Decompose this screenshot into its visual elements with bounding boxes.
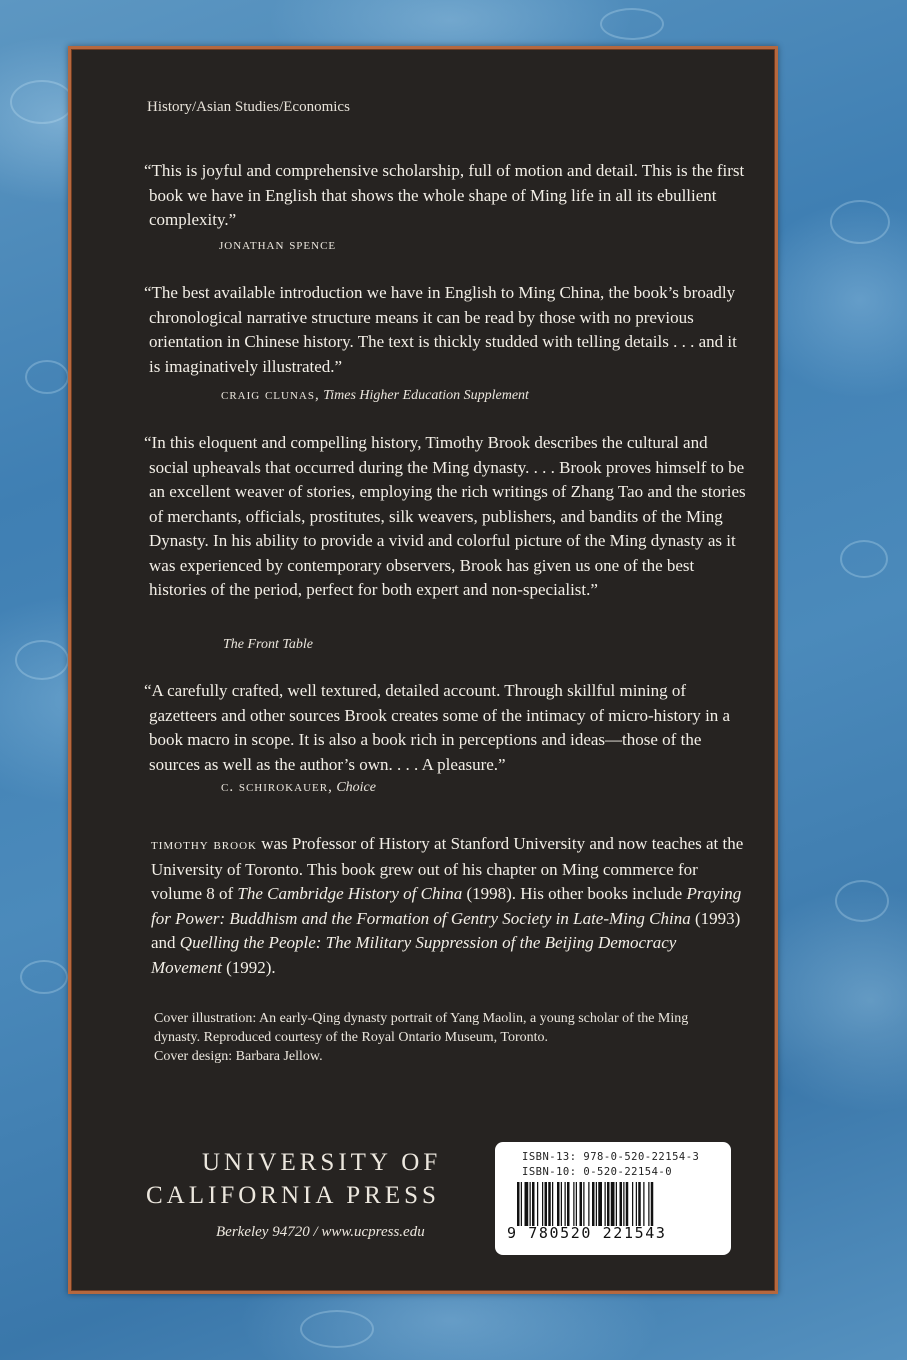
barcode-bar [565,1182,566,1226]
barcode-bar [616,1182,617,1226]
barcode-bar [537,1182,538,1226]
attribution-author: c. schirokauer, [221,779,333,795]
publisher-address: Berkeley 94720 / www.ucpress.edu [216,1224,425,1240]
bio-book-title: Quelling the People: The Military Suppression of the Beijing Democracy Movement [151,933,677,977]
cover-design-credit: Cover design: Barbara Jellow. [154,1049,323,1064]
barcode-bar [596,1182,597,1226]
blurb-quote-1: “This is joyful and comprehensive scholarship, full of motion and detail. This is the first book we have in English that shows the whole shape of Ming life in all its ebullient complexity.” [144,161,745,229]
barcode-bar [530,1182,531,1226]
publisher-name-line2: CALIFORNIA PRESS [146,1182,440,1209]
barcode-bar [521,1182,522,1226]
barcode-bar [623,1182,624,1226]
blurb-attribution-1 [219,237,336,254]
cover-credits [154,1009,734,1066]
publisher-name-line1: UNIVERSITY OF [202,1149,442,1176]
barcode-bar [643,1182,644,1226]
barcode-bar [561,1182,562,1226]
blurb-attribution-4 [221,779,376,796]
blurb-attribution-3 [223,637,313,653]
barcode-bar [517,1182,520,1226]
attribution-author: jonathan spence [219,237,337,253]
barcode-bar [648,1182,649,1226]
barcode-bar [542,1182,543,1226]
blurb-attribution-2 [221,387,529,404]
attribution-source: Times Higher Education Supplement [323,388,529,403]
barcode-bar [605,1182,606,1226]
attribution-source: Choice [336,780,376,795]
author-name: timothy brook [151,837,257,853]
barcode-digits: 9 780520 221543 [507,1224,667,1242]
blurb-quote-2: “The best available introduction we have in English to Ming China, the book’s broadly chronological narrative structure means it can be read by those with no previous orientation in Chinese history. The text is thickly studded with telling details . . . and it is imaginatively illustrated.” [144,283,737,376]
attribution-author: craig clunas, [221,387,320,403]
category-label: History/Asian Studies/Economics [147,99,350,115]
barcode-bars [517,1182,713,1226]
barcode-bar [588,1182,589,1226]
blurb-quote-4: “A carefully crafted, well textured, detailed account. Through skillful mining of gazetteers and other sources Brook creates some of the intimacy of micro-history in a book macro in scope. It is also a book rich in perceptions and ideas—those of the sources as well as the author’s own. . . . A pleasure.” [144,681,731,774]
isbn-10: ISBN-10: 0-520-22154-0 [522,1166,673,1178]
barcode-bar [638,1182,641,1226]
bio-text: (1993) and [151,908,741,952]
barcode-bar [651,1182,654,1226]
barcode-bar [525,1182,529,1226]
isbn-barcode [495,1142,731,1255]
isbn-13: ISBN-13: 978-0-520-22154-3 [522,1151,700,1163]
blurb-quote-3: “In this eloquent and compelling history, Timothy Brook describes the cultural and social upheavals that occurred during the Ming dynasty. . . . Brook proves himself to be an excellent weaver of stories, employing the rich writings of Zhang Tao and the stories of merchants, officials, prostitutes, silk weavers, publishers, and bandits of the Ming Dynasty. In his ability to provide a vivid and colorful picture of the Ming dynasty as it was experienced by contemporary observers, Brook has given us one of the best histories of the period, perfect for both expert and non-specialist.” [144,433,746,599]
barcode-bar [580,1182,583,1226]
barcode-bar [548,1182,551,1226]
barcode-bar [592,1182,595,1226]
barcode-bar [620,1182,623,1226]
barcode-bar [598,1182,602,1226]
bio-text: (1992). [221,957,276,977]
barcode-bar [545,1182,548,1226]
cover-illustration-credit: Cover illustration: An early-Qing dynasty portrait of Yang Maolin, a young scholar of the Ming dynasty. Reproduced courtesy of the Royal Ontario Museum, Toronto. [154,1011,689,1045]
attribution-source: The Front Table [223,637,313,652]
barcode-bar [573,1182,574,1226]
barcode-bar [583,1182,584,1226]
barcode-bar [557,1182,560,1226]
author-bio [151,832,751,980]
barcode-bar [607,1182,610,1226]
bio-text: (1998). His other books include [462,884,687,903]
barcode-bar [567,1182,570,1226]
bio-book-title: The Cambridge History of China [237,884,463,903]
barcode-bar [626,1182,629,1226]
back-cover-panel [68,46,778,1294]
bio-book-title: Praying for Power: Buddhism and the Formation of Gentry Society in Late-Ming China [151,884,742,928]
barcode-bar [552,1182,553,1226]
bio-text: was Professor of History at Stanford University and now teaches at the University of Toronto. This book grew out of his chapter on Ming commerce for volume 8 of [151,834,744,903]
barcode-bar [632,1182,633,1226]
barcode-bar [636,1182,637,1226]
barcode-bar [611,1182,615,1226]
barcode-bar [532,1182,535,1226]
barcode-bar [576,1182,577,1226]
